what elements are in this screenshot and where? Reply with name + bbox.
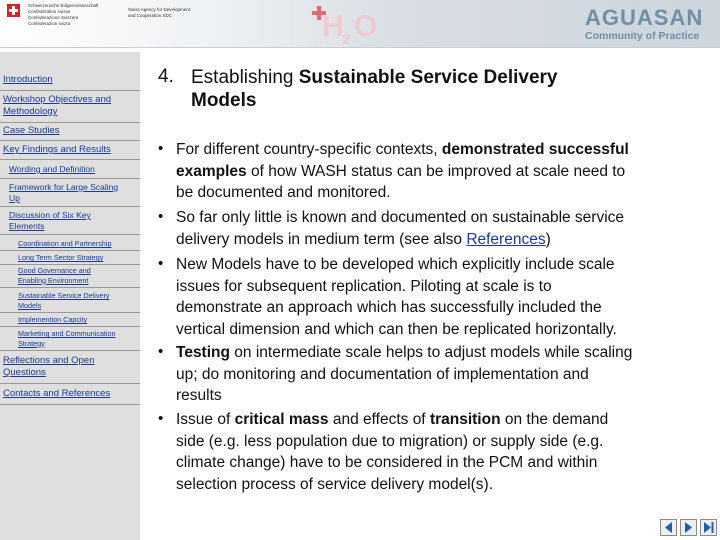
divider	[0, 159, 140, 160]
back-icon	[661, 520, 676, 535]
nav-case-studies[interactable]: Case Studies	[3, 125, 60, 136]
divider	[0, 312, 140, 313]
svg-text:H: H	[322, 10, 344, 43]
divider	[0, 122, 140, 123]
divider	[0, 264, 140, 265]
references-link[interactable]: References	[466, 230, 546, 248]
divider	[0, 383, 140, 384]
title-number: 4.	[158, 66, 174, 87]
divider	[0, 234, 140, 235]
nav-marketing-strategy[interactable]: Marketing and Communication Strategy	[18, 329, 116, 348]
divider	[0, 90, 140, 91]
bullet-marker: •	[158, 343, 164, 360]
nav-implementation-capacity[interactable]: Implemention Capcity	[18, 315, 88, 324]
divider	[0, 206, 140, 207]
sdc-text: Swiss Agency for Development and Cooperation SDC	[128, 7, 191, 18]
brand-subtitle: Community of Practice	[585, 30, 700, 42]
nav-contacts-references[interactable]: Contacts and References	[3, 388, 111, 399]
divider	[0, 404, 140, 405]
divider	[0, 287, 140, 288]
divider	[0, 140, 140, 141]
divider	[0, 326, 140, 327]
bullet-4: Testing on intermediate scale helps to adjust models while scaling up; do monitoring and documentation of implementation and results	[176, 344, 633, 404]
nav-discussion-key-elements[interactable]: Discussion of Six Key Elements	[9, 210, 91, 231]
h2o-logo	[308, 2, 388, 46]
previous-button[interactable]	[680, 519, 697, 536]
svg-text:2: 2	[342, 31, 351, 46]
divider	[0, 178, 140, 179]
back-button[interactable]	[660, 519, 677, 536]
previous-icon	[681, 520, 696, 535]
nav-key-findings[interactable]: Key Findings and Results	[3, 144, 111, 155]
page-title: Establishing Sustainable Service Delivery Models	[191, 67, 558, 111]
nav-long-term-strategy[interactable]: Long Term Sector Strategy	[18, 253, 104, 262]
bullet-1: For different country-specific contexts, demonstrated successful examples of how WASH status can be improved at scale need to be documented and monitored.	[176, 141, 629, 201]
bullet-marker: •	[158, 140, 164, 157]
nav-workshop-objectives[interactable]: Workshop Objectives and Methodology	[3, 94, 112, 117]
bullet-5: Issue of critical mass and effects of transition on the demand side (e.g. less population due to migration) or supply side (e.g. climate change) have to be considered in the PCM and within selection process of service delivery model(s).	[176, 411, 609, 493]
nav-introduction[interactable]: Introduction	[3, 74, 53, 85]
nav-wording-definition[interactable]: Wording and Definition	[9, 164, 95, 174]
nav-framework[interactable]: Framework for Large Scaling Up	[9, 182, 119, 203]
nav-good-governance[interactable]: Good Governance and Enabling Environment	[18, 266, 91, 285]
bullet-marker: •	[158, 255, 164, 272]
nav-coordination[interactable]: Coordination and Partnership	[18, 239, 112, 248]
divider	[0, 350, 140, 351]
svg-text:O: O	[354, 10, 378, 43]
next-button[interactable]	[700, 519, 717, 536]
nav-reflections[interactable]: Reflections and Open Questions	[3, 355, 95, 378]
bullet-2: So far only little is known and documented on sustainable service delivery models in medium term (see also References)	[176, 209, 625, 248]
divider	[0, 250, 140, 251]
federation-text: Schweizerische Eidgenossenschaft Confédération suisse Confederazione Svizzera Confederaziun svizra	[28, 3, 99, 26]
sidebar	[0, 52, 140, 540]
swiss-flag-icon	[7, 4, 20, 17]
bullet-marker: •	[158, 410, 164, 427]
nav-service-delivery-models[interactable]: Sustainable Service Delivery Models	[18, 291, 110, 310]
header-banner	[0, 0, 720, 48]
next-icon	[701, 520, 716, 535]
bullet-3: New Models have to be developed which explicitly include scale issues for subsequent replication. Piloting at scale is to demonstrate an approach which has successfully included the vertical dimension and which can then be replicated horizontally.	[176, 256, 617, 338]
brand-title: AGUASAN	[585, 5, 704, 30]
bullet-marker: •	[158, 208, 164, 225]
